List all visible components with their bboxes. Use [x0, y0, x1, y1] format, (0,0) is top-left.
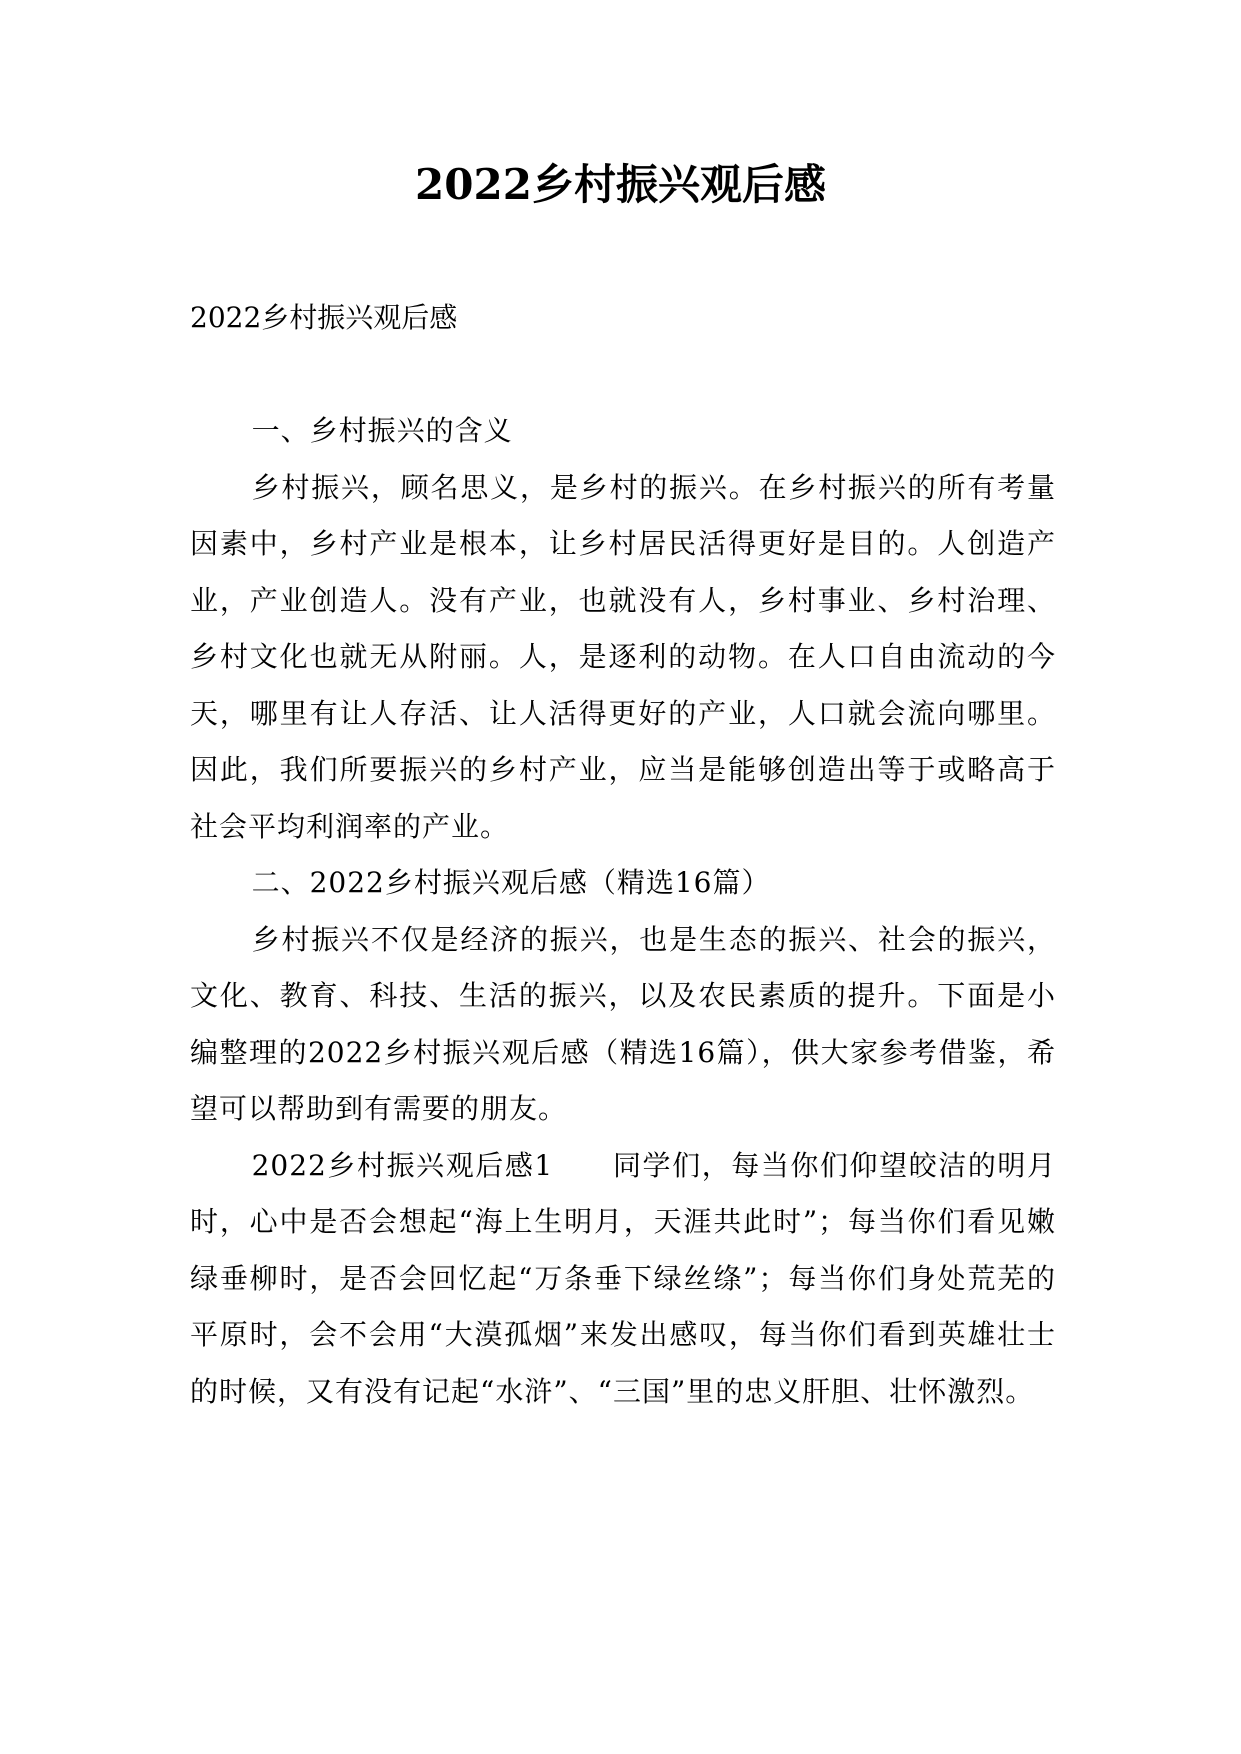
- section-heading-meaning: 一、乡村振兴的含义: [251, 414, 513, 447]
- document-subtitle: 2022乡村振兴观后感: [190, 301, 458, 334]
- document-title: 2022乡村振兴观后感: [415, 160, 826, 209]
- section-heading-reflections: 二、2022乡村振兴观后感（精选16篇）: [251, 866, 771, 899]
- paragraph-meaning: 乡村振兴，顾名思义，是乡村的振兴。在乡村振兴的所有考量因素中，乡村产业是根本，让乡村居民活得更好是目的。人创造产业，产业创造人。没有产业，也就没有人，乡村事业、乡村治理、乡村文化也就无从附丽。人，是逐利的动物。在人口自由流动的今天，哪里有让人存活、让人活得更好的产业，人口就会流向哪里。因此，我们所要振兴的乡村产业，应当是能够创造出等于或略高于社会平均利润率的产业。: [190, 470, 1056, 843]
- paragraph-intro: 乡村振兴不仅是经济的振兴，也是生态的振兴、社会的振兴，文化、教育、科技、生活的振兴，以及农民素质的提升。下面是小编整理的2022乡村振兴观后感（精选16篇），供大家参考借鉴，希望可以帮助到有需要的朋友。: [190, 922, 1056, 1125]
- document-body: [190, 403, 1056, 1420]
- paragraph-reflection-1: 2022乡村振兴观后感1 同学们，每当你们仰望皎洁的明月时，心中是否会想起“海上生明月，天涯共此时”；每当你们看见嫩绿垂柳时，是否会回忆起“万条垂下绿丝绦”；每当你们身处荒芜的平原时，会不会用“大漠孤烟”来发出感叹，每当你们看到英雄壮士的时候，又有没有记起“水浒”、“三国”里的忠义肝胆、壮怀激烈。: [190, 1148, 1056, 1408]
